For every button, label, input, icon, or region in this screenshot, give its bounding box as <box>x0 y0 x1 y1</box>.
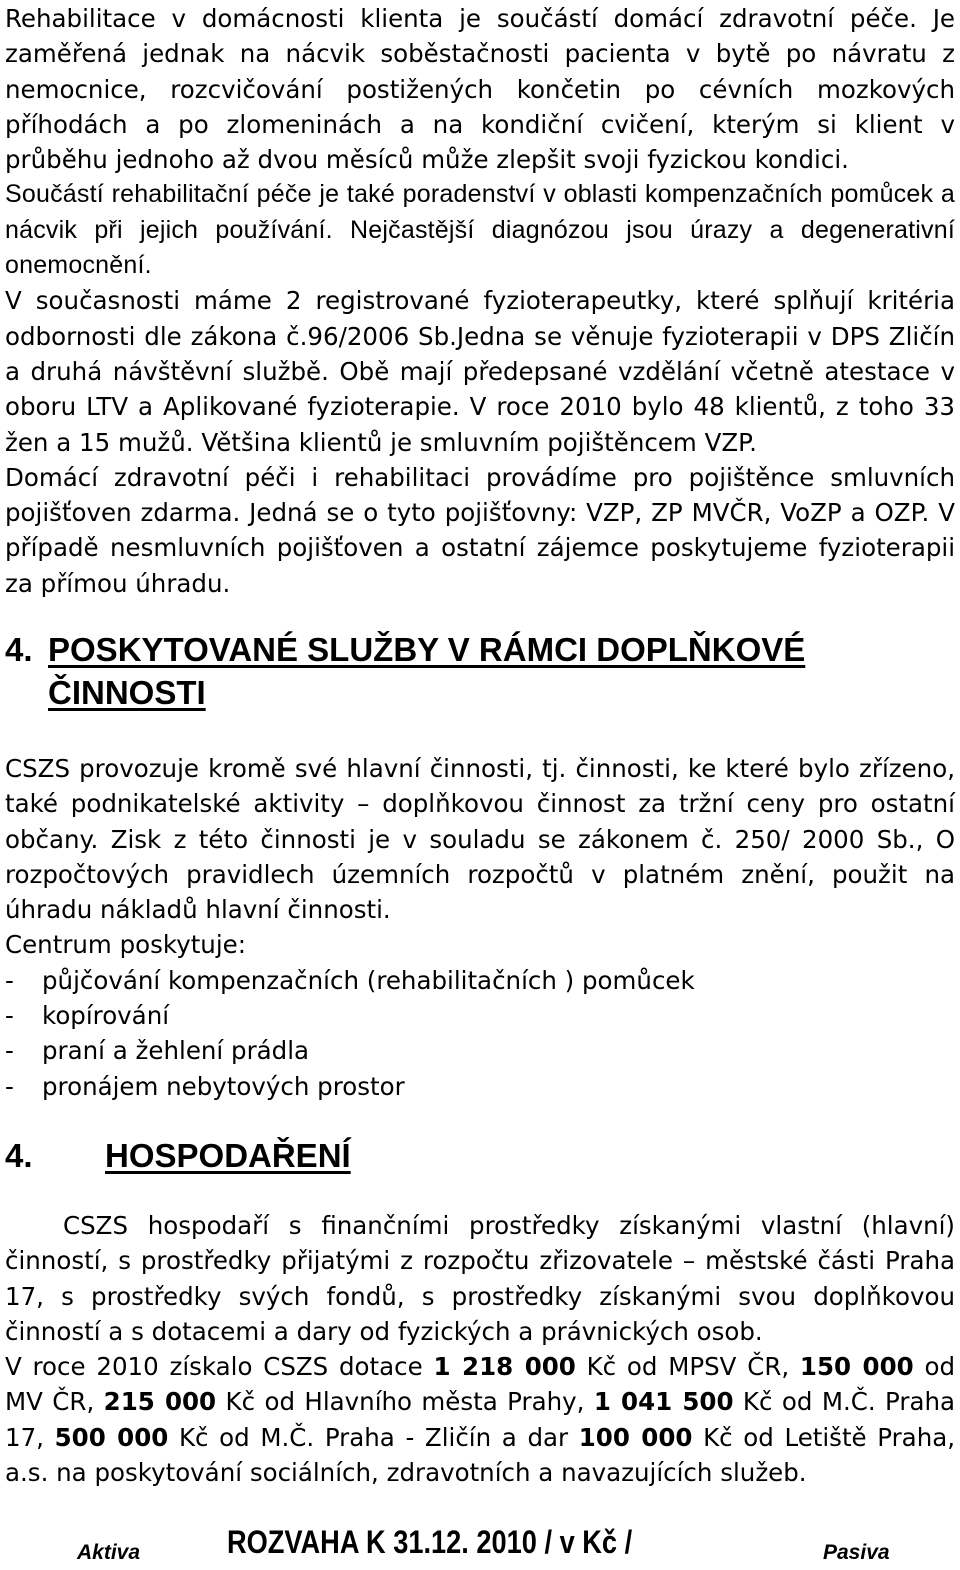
pasiva-label: Pasiva <box>823 1541 890 1564</box>
economy-section <box>5 1208 955 1490</box>
rehab-paragraph-2: Součástí rehabilitační péče je také poradenství v oblasti kompenzačních pomůcek a nácvik při jejich používání. Nejčastější diagnózou jsou úrazy a degenerativní onemocnění. <box>5 180 955 280</box>
economy-paragraph-2: V roce 2010 získalo CSZS dotace 1 218 000 Kč od MPSV ČR, 150 000 od MV ČR, 215 000 Kč od Hlavního města Prahy, 1 041 500 Kč od M.Č. Praha 17, 500 000 Kč od M.Č. Praha - Zličín a dar 100 000 Kč od Letiště Praha, a.s. na poskytování sociálních, zdravotních a navazujících služeb. <box>5 1352 956 1488</box>
rozvaha-title: ROZVAHA K 31.12. 2010 / v Kč / <box>227 1524 633 1560</box>
services-section <box>5 751 955 1104</box>
list-item: - kopírování <box>5 1001 170 1031</box>
amount-hmp: 215 000 <box>103 1387 217 1417</box>
rehab-paragraph-3: V současnosti máme 2 registrované fyzioterapeutky, které splňují kritéria odbornosti dle zákona č.96/2006 Sb.Jedna se věnuje fyzioterapii v DPS Zličín a druhá návštěvní službě. Obě mají předepsané vzdělání včetně atestace v oboru LTV a Aplikované fyzioterapie. V roce 2010 bylo 48 klientů, z toho 33 žen a 15 mužů. Většina klientů je smluvním pojištěncem VZP. <box>5 286 955 457</box>
list-item: - pronájem nebytových prostor <box>5 1071 405 1101</box>
services-paragraph: CSZS provozuje kromě své hlavní činnosti, tj. činnosti, ke které bylo zřízeno, také podnikatelské aktivity – doplňkovou činnost za tržní ceny pro ostatní občany. Zisk z této činnosti je v souladu se zákonem č. 250/ 2000 Sb., O rozpočtových pravidlech územních rozpočtů v platném znění, použit na úhradu nákladů hlavní činnosti. <box>5 754 955 925</box>
heading-economy <box>5 1134 351 1177</box>
list-item: - půjčování kompenzačních (rehabilitačních ) pomůcek <box>5 965 695 995</box>
services-list <box>5 963 955 1104</box>
aktiva-label: Aktiva <box>77 1541 141 1564</box>
rehabilitation-section <box>5 1 955 601</box>
list-item: - praní a žehlení prádla <box>5 1036 310 1066</box>
heading-number: 4. <box>5 631 33 668</box>
balance-sheet-header <box>5 1525 955 1565</box>
amount-mv: 150 000 <box>799 1352 914 1382</box>
heading-number: 4. <box>5 1137 33 1174</box>
amount-zlicin: 500 000 <box>54 1422 169 1452</box>
economy-paragraph-1: CSZS hospodaří s finančními prostředky získanými vlastní (hlavní) činností, s prostředky přijatými z rozpočtu zřizovatele – městské části Praha 17, s prostředky svých fondů, s prostředky získanými svou doplňkovou činností a s dotacemi a dary od fyzických a právnických osob. <box>5 1211 955 1346</box>
amount-praha17: 1 041 500 <box>593 1387 734 1417</box>
rehab-paragraph-4: Domácí zdravotní péči i rehabilitaci provádíme pro pojištěnce smluvních pojišťoven zdarma. Jedná se o tyto pojišťovny: VZP, ZP MVČR, VoZP a OZP. V případě nesmluvních pojišťoven a ostatní zájemce poskytujeme fyzioterapii za přímou úhradu. <box>5 462 955 598</box>
heading-additional-services <box>5 628 918 714</box>
amount-mpsv: 1 218 000 <box>433 1352 576 1382</box>
heading-title: POSKYTOVANÉ SLUŽBY V RÁMCI DOPLŇKOVÉ ČINNOSTI <box>48 631 806 711</box>
rehab-paragraph-1: Rehabilitace v domácnosti klienta je součástí domácí zdravotní péče. Je zaměřená jednak na nácvik soběstačnosti pacienta v bytě po návratu z nemocnice, rozcvičování postižených končetin po cévních mozkových příhodách a po zlomeninách a na kondiční cvičení, kterým si klient v průběhu jednoho až dvou měsíců může zlepšit svoji fyzickou kondici. <box>5 4 955 175</box>
services-list-intro: Centrum poskytuje: <box>5 930 246 960</box>
amount-letiste: 100 000 <box>578 1422 693 1452</box>
heading-title: HOSPODAŘENÍ <box>105 1137 351 1174</box>
